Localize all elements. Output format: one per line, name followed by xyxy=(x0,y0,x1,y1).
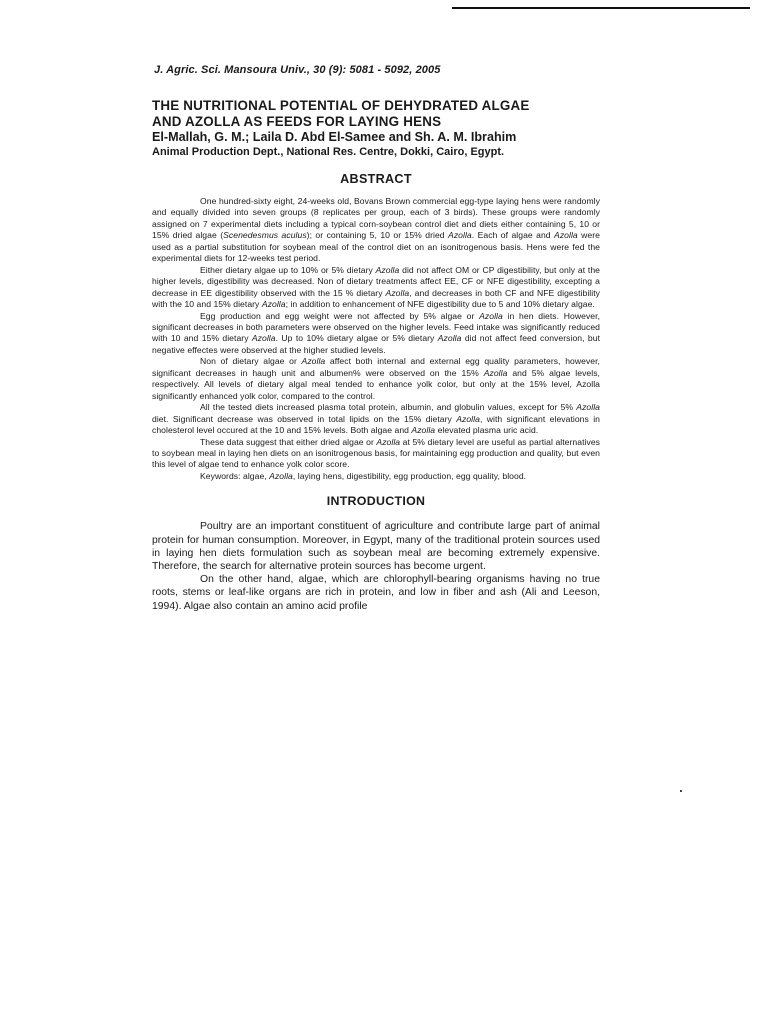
text-run: All the tested diets increased plasma total protein, albumin, and globulin values, except for 5% xyxy=(200,402,577,413)
text-run: Keywords: algae, xyxy=(200,470,270,481)
text-run: Egg production and egg weight were not affected by 5% algae or xyxy=(200,310,480,321)
text-run: Either dietary algae up to 10% or 5% dietary xyxy=(200,264,376,275)
text-run: did not affect feed conversion, but negative effectes were observed at the higher studied levels. xyxy=(152,333,601,355)
italic-term: Azolla xyxy=(376,436,401,447)
text-run: . Up to 10% dietary algae or 5% dietary xyxy=(275,333,438,344)
abstract-paragraph-5 xyxy=(152,402,600,436)
top-rule xyxy=(452,7,750,9)
article-title xyxy=(152,98,600,130)
authors: El-Mallah, G. M.; Laila D. Abd El-Samee and Sh. A. M. Ibrahim xyxy=(152,130,517,144)
abstract-paragraph-2 xyxy=(152,265,600,311)
abstract-paragraph-3 xyxy=(152,311,600,357)
italic-term: Azolla xyxy=(554,230,578,241)
text-run: were used as a partial substitution for soybean meal of the control diet on an isonitrogenous basis. Hens were fed the experimental diets for 12-weeks test period. xyxy=(152,230,600,264)
abstract-paragraph-1 xyxy=(152,196,600,265)
text-run: ; in addition to enhancement of NFE digestibility due to 5 and 10% dietary algae. xyxy=(285,299,595,310)
italic-term: Azolla xyxy=(375,264,400,275)
keywords xyxy=(152,471,600,482)
title-line-1: THE NUTRITIONAL POTENTIAL OF DEHYDRATED ALGAE xyxy=(152,98,530,113)
text-run: , and decreases in both CF and NFE digestibility with the 10 and 15% dietary xyxy=(152,287,600,310)
intro-paragraph-1: Poultry are an important constituent of agriculture and contribute large part of animal protein for human consumption. Moreover, in Egypt, many of the traditional protein sources used in laying hen diets formulation such as soybean meal are becoming extremely expensive. Therefore, the search for alternative protein sources has become urgent. xyxy=(152,521,600,572)
italic-term: Scenedesmus aculus xyxy=(223,230,307,241)
article-page xyxy=(152,60,600,613)
italic-term: Azolla xyxy=(483,367,508,378)
text-run: at 5% dietary level are useful as partial alternatives to soybean meal in laying hen diets on an isonitrogenous basis, for maintaining egg production and quality, but even this level of algae tend to enhance yolk color score. xyxy=(152,436,601,470)
text-run: did not affect OM or CP digestibility, but only at the higher levels, digestibility was decreased. Non of dietary treatments affect EE, CF or NFE digestibility, excepting a decrease in EE digestibility observed with the 15 % dietary xyxy=(152,264,600,298)
affiliation: Animal Production Dept., National Res. Centre, Dokki, Cairo, Egypt. xyxy=(152,146,505,158)
italic-term: Azolla xyxy=(261,299,286,310)
text-run: in hen diets. However, significant decreases in both parameters were observed on the higher levels. Feed intake was significantly reduced with 10 and 15% dietary xyxy=(152,310,601,344)
journal-citation: J. Agric. Sci. Mansoura Univ., 30 (9): 5081 - 5092, 2005 xyxy=(154,64,441,76)
abstract-body xyxy=(152,196,600,482)
text-run: , laying hens, digestibility, egg production, egg quality, blood. xyxy=(292,470,527,481)
text-run: diet. Significant decrease was observed in total lipids on the 15% dietary xyxy=(152,413,457,424)
abstract-heading: ABSTRACT xyxy=(340,172,412,186)
abstract-paragraph-4 xyxy=(152,356,600,402)
text-run: , with significant elevations in cholesterol level occured at the 10 and 15% levels. Both algae and xyxy=(152,413,600,436)
italic-term: Azolla xyxy=(437,333,462,344)
introduction-heading: INTRODUCTION xyxy=(326,494,426,509)
intro-paragraph-2: On the other hand, algae, which are chlorophyll-bearing organisms having no true roots, stems or leaf-like organs are rich in protein, and low in fiber and ash (Ali and Leeson, 1994). Algae also contain an amino acid profile xyxy=(152,574,600,612)
italic-term: Azolla xyxy=(301,356,326,367)
italic-term: Azolla xyxy=(251,333,276,344)
italic-term: Azolla xyxy=(269,470,293,481)
text-run: Non of dietary algae or xyxy=(200,356,302,367)
italic-term: Azolla xyxy=(448,230,472,241)
italic-term: Azolla xyxy=(576,402,600,413)
italic-term: Azolla xyxy=(479,310,503,321)
text-run: affect both internal and external egg quality parameters, however, significant decreases in haugh unit and albumen% were observed on the 15% xyxy=(152,356,600,378)
text-run: and 5% algae levels, respectively. All levels of dietary algal meal tended to enhance yolk color, but only at the 15% level, Azolla significantly enhanced yolk color, compared to the control. xyxy=(152,367,600,401)
italic-term: Azolla xyxy=(385,287,410,298)
text-run: These data suggest that either dried algae or xyxy=(200,436,377,447)
text-run: One hundred-sixty eight, 24-weeks old, Bovans Brown commercial egg-type laying hens were randomly and equally divided into seven groups (8 replicates per group, each of 3 birds). These groups were randomly assigned on 7 experimental diets including a typical corn-soybean control diet and diets either containing 5, 10 or 15% dried algae ( xyxy=(152,196,600,241)
abstract-paragraph-6 xyxy=(152,437,600,471)
scan-speck xyxy=(680,790,682,792)
italic-term: Azolla xyxy=(411,425,436,436)
text-run: ); or containing 5, 10 or 15% dried xyxy=(306,230,449,241)
title-line-2: AND AZOLLA AS FEEDS FOR LAYING HENS xyxy=(152,114,442,129)
italic-term: Azolla xyxy=(456,413,480,424)
introduction-body xyxy=(152,520,600,612)
text-run: . Each of algae and xyxy=(471,230,555,241)
text-run: elevated plasma uric acid. xyxy=(435,425,539,436)
